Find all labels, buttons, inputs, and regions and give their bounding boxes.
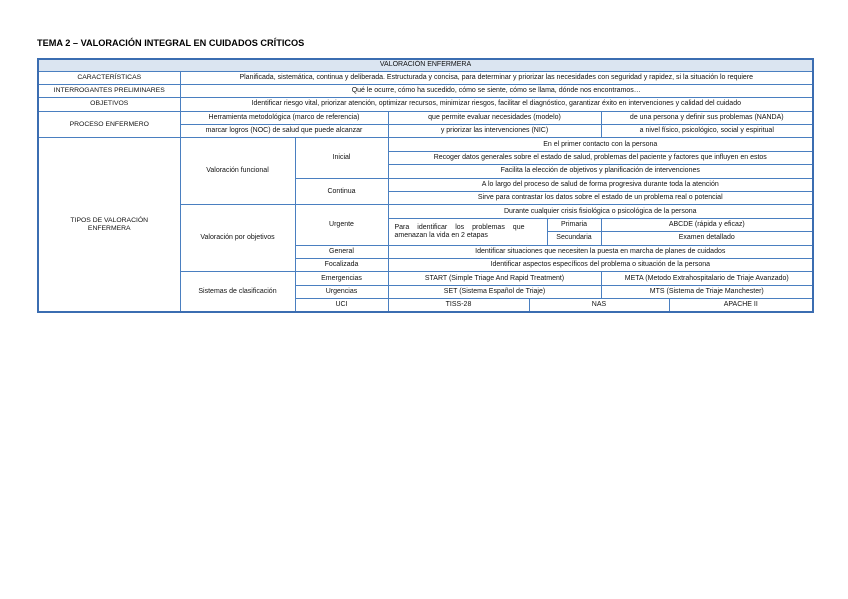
- secundaria-text: Examen detallado: [601, 232, 813, 245]
- general-text: Identificar situaciones que necesiten la puesta en marcha de planes de cuidados: [388, 245, 813, 258]
- inicial-item: Facilita la elección de objetivos y planificación de intervenciones: [388, 165, 813, 178]
- focalizada-label: Focalizada: [295, 258, 388, 271]
- proceso-cell: que permite evaluar necesidades (modelo): [388, 111, 601, 124]
- proceso-cell: marcar logros (NOC) de salud que puede alcanzar: [180, 125, 388, 138]
- table-header: VALORACIÓN ENFERMERA: [38, 59, 813, 71]
- objetivos-label: OBJETIVOS: [38, 98, 180, 111]
- table-row: [38, 71, 813, 84]
- urgente-etapas: Para identificar los problemas que amenazan la vida en 2 etapas: [388, 218, 547, 245]
- inicial-label: Inicial: [295, 138, 388, 178]
- proceso-cell: Herramienta metodológica (marco de referencia): [180, 111, 388, 124]
- emergencias-item: META (Metodo Extrahospitalario de Triaje Avanzado): [601, 272, 813, 285]
- urgencias-item: MTS (Sistema de Triaje Manchester): [601, 285, 813, 298]
- table-header-row: [38, 59, 813, 71]
- table-row: [38, 111, 813, 124]
- sistemas-label: Sistemas de clasificación: [180, 272, 295, 312]
- caracteristicas-text: Planificada, sistemática, continua y deliberada. Estructurada y concisa, para determinar y priorizar las necesidades con seguridad y rapidez, si la situación lo requiere: [180, 71, 813, 84]
- uci-item: APACHE II: [669, 299, 813, 312]
- table-row: [38, 138, 813, 151]
- uci-label: UCI: [295, 299, 388, 312]
- proceso-cell: y priorizar las intervenciones (NIC): [388, 125, 601, 138]
- caracteristicas-label: CARACTERÍSTICAS: [38, 71, 180, 84]
- focalizada-text: Identificar aspectos específicos del problema o situación de la persona: [388, 258, 813, 271]
- table-row: [38, 98, 813, 111]
- page-title: TEMA 2 – VALORACIÓN INTEGRAL EN CUIDADOS CRÍTICOS: [37, 38, 305, 48]
- secundaria-label: Secundaria: [547, 232, 601, 245]
- objetivos-text: Identificar riesgo vital, priorizar atención, optimizar recursos, minimizar riesgos, facilitar el diagnóstico, garantizar éxito en intervenciones y calidad del cuidado: [180, 98, 813, 111]
- urgencias-item: SET (Sistema Español de Triaje): [388, 285, 601, 298]
- uci-item: TISS-28: [388, 299, 529, 312]
- interrogantes-label: INTERROGANTES PRELIMINARES: [38, 84, 180, 97]
- urgencias-label: Urgencias: [295, 285, 388, 298]
- table-row: [38, 84, 813, 97]
- tipos-label: TIPOS DE VALORACIÓN ENFERMERA: [38, 138, 180, 312]
- general-label: General: [295, 245, 388, 258]
- primaria-label: Primaria: [547, 218, 601, 231]
- inicial-item: Recoger datos generales sobre el estado de salud, problemas del paciente y factores que influyen en estos: [388, 151, 813, 164]
- interrogantes-text: Qué le ocurre, cómo ha sucedido, cómo se siente, cómo se llama, dónde nos encontramos…: [180, 84, 813, 97]
- urgente-crisis: Durante cualquier crisis fisiológica o psicológica de la persona: [388, 205, 813, 218]
- continua-item: Sirve para contrastar los datos sobre el estado de un problema real o potencial: [388, 192, 813, 205]
- uci-item: NAS: [529, 299, 669, 312]
- proceso-cell: de una persona y definir sus problemas (NANDA): [601, 111, 813, 124]
- valoracion-table: [37, 58, 814, 313]
- emergencias-label: Emergencias: [295, 272, 388, 285]
- continua-label: Continua: [295, 178, 388, 205]
- por-objetivos-label: Valoración por objetivos: [180, 205, 295, 272]
- proceso-cell: a nivel físico, psicológico, social y espiritual: [601, 125, 813, 138]
- funcional-label: Valoración funcional: [180, 138, 295, 205]
- primaria-text: ABCDE (rápida y eficaz): [601, 218, 813, 231]
- emergencias-item: START (Simple Triage And Rapid Treatment): [388, 272, 601, 285]
- continua-item: A lo largo del proceso de salud de forma progresiva durante toda la atención: [388, 178, 813, 191]
- proceso-label: PROCESO ENFERMERO: [38, 111, 180, 138]
- inicial-item: En el primer contacto con la persona: [388, 138, 813, 151]
- urgente-label: Urgente: [295, 205, 388, 245]
